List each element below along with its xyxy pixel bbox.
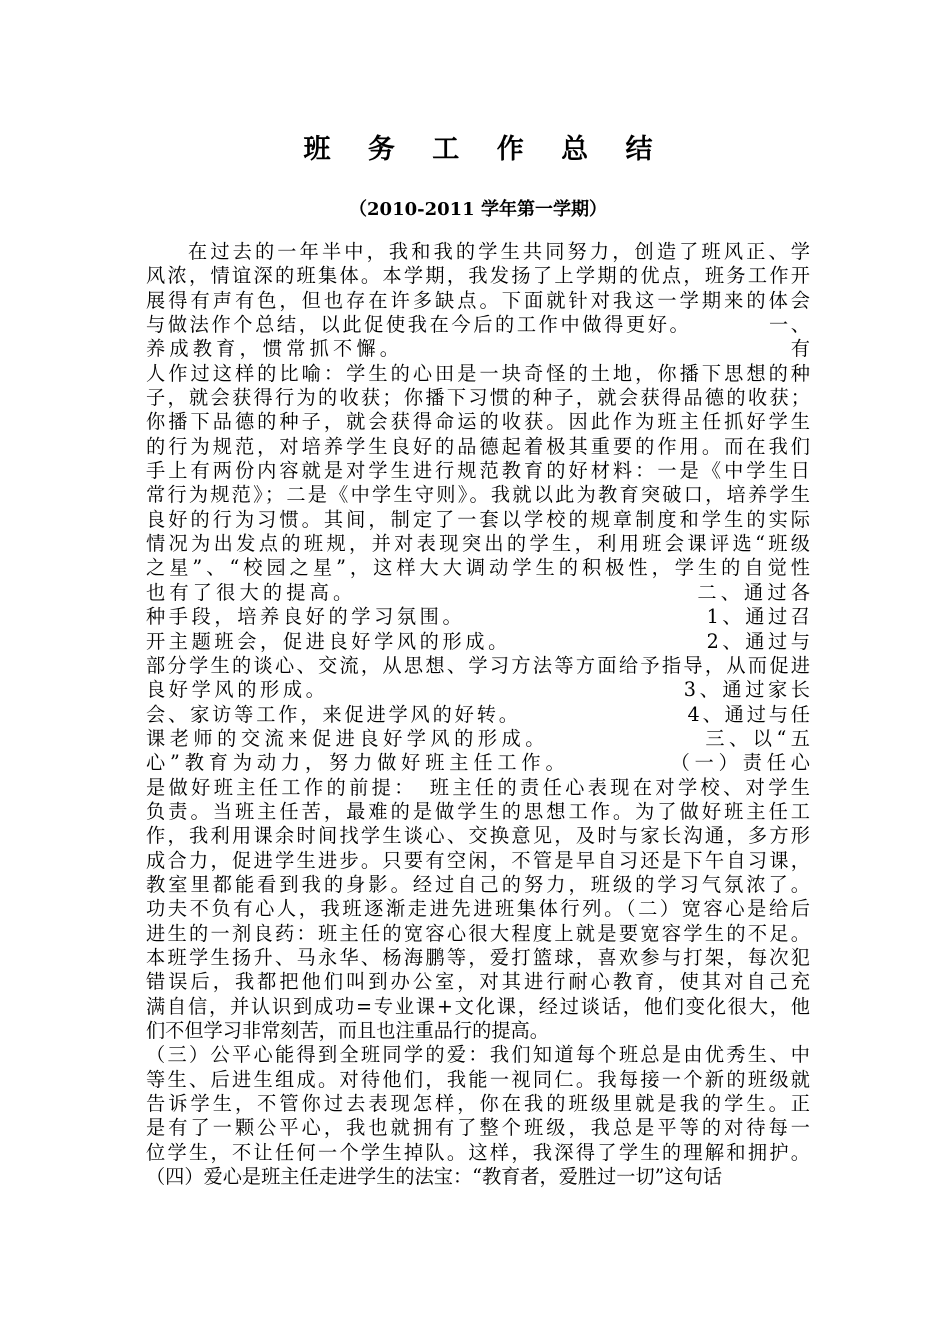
body-line: 会、家访等工作，来促进学风的好转。 4、通过与任 (146, 702, 810, 726)
body-line: 与做法作个总结，以此促使我在今后的工作中做得更好。 一、 (146, 313, 810, 337)
body-line: 心”教育为动力，努力做好班主任工作。 （一）责任心 (146, 751, 810, 775)
body-line: 情况为出发点的班规，并对表现突出的学生，利用班会课评选“班级 (146, 532, 810, 556)
body-line: 作，我利用课余时间找学生谈心、交换意见，及时与家长沟通，多方形 (146, 824, 810, 848)
body-line: 种手段，培养良好的学习氛围。 1、通过召 (146, 605, 810, 629)
body-line: 负责。当班主任苦，最难的是做学生的思想工作。为了做好班主任工 (146, 799, 810, 823)
document-subtitle: （2010-2011 学年第一学期） (349, 199, 607, 220)
body-line: 常行为规范》；二是《中学生守则》。我就以此为教育突破口，培养学生 (146, 483, 810, 507)
body-line: 是有了一颗公平心，我也就拥有了整个班级，我总是平等的对待每一 (146, 1116, 810, 1140)
body-line: （三）公平心能得到全班同学的爱：我们知道每个班总是由优秀生、中 (146, 1043, 810, 1067)
body-line: 告诉学生，不管你过去表现怎样，你在我的班级里就是我的学生。正 (146, 1092, 810, 1116)
body-line: 进生的一剂良药：班主任的宽容心很大程度上就是要宽容学生的不足。 (146, 921, 810, 945)
body-line: 你播下品德的种子，就会获得命运的收获。因此作为班主任抓好学生 (146, 410, 810, 434)
body-line: 也有了很大的提高。 二、通过各 (146, 580, 810, 604)
body-line: 功夫不负有心人，我班逐渐走进先进班集体行列。（二）宽容心是给后 (146, 897, 810, 921)
body-line: 位学生，不让任何一个学生掉队。这样，我深得了学生的理解和拥护。 (146, 1140, 810, 1164)
body-line: 在过去的一年半中，我和我的学生共同努力，创造了班风正、学 (188, 240, 810, 263)
body-line: 满自信，并认识到成功=专业课+文化课，经过谈话，他们变化很大，他 (146, 994, 810, 1018)
body-line: 教室里都能看到我的身影。经过自己的努力，班级的学习气氛浓了。 (146, 872, 810, 896)
body-line: 人作过这样的比喻：学生的心田是一块奇怪的土地，你播下思想的种 (146, 361, 810, 385)
body-line: 展得有声有色，但也存在许多缺点。下面就针对我这一学期来的体会 (146, 288, 810, 312)
body-line: 之星”、“校园之星”，这样大大调动学生的积极性，学生的自觉性 (146, 556, 810, 580)
body-line: 养成教育，惯常抓不懈。 有 (146, 337, 810, 361)
body-line: 部分学生的谈心、交流，从思想、学习方法等方面给予指导，从而促进 (146, 653, 810, 677)
body-line: 子，就会获得行为的收获；你播下习惯的种子，就会获得品德的收获； (146, 386, 810, 410)
body-line: 风浓，情谊深的班集体。本学期，我发扬了上学期的优点，班务工作开 (146, 264, 810, 288)
body-line: 开主题班会，促进良好学风的形成。 2、通过与 (146, 629, 810, 653)
body-line: 课老师的交流来促进良好学风的形成。 三、以“五 (146, 726, 810, 750)
body-line: 是做好班主任工作的前提： 班主任的责任心表现在对学校、对学生 (146, 775, 810, 799)
body-line: 成合力，促进学生进步。只要有空闲，不管是早自习还是下午自习课， (146, 848, 810, 872)
body-line: 本班学生扬升、马永华、杨海鹏等，爱打篮球，喜欢参与打架，每次犯 (146, 945, 810, 969)
body-line: 良好的行为习惯。其间，制定了一套以学校的规章制度和学生的实际 (146, 507, 810, 531)
body-line: 错误后，我都把他们叫到办公室，对其进行耐心教育，使其对自己充 (146, 970, 810, 994)
body-line: 等生、后进生组成。对待他们，我能一视同仁。我每接一个新的班级就 (146, 1067, 810, 1091)
body-line: 良好学风的形成。 3、通过家长 (146, 678, 810, 702)
body-line: 的行为规范，对培养学生良好的品德起着极其重要的作用。而在我们 (146, 434, 810, 458)
body-line: （四）爱心是班主任走进学生的法宝：“教育者，爱胜过一切”这句话 (146, 1165, 723, 1189)
body-line: 手上有两份内容就是对学生进行规范教育的好材料：一是《中学生日 (146, 459, 810, 483)
document-body (146, 240, 810, 1189)
body-line: 们不但学习非常刻苦，而且也注重品行的提高。 (146, 1019, 549, 1042)
document-title: 班 务 工 作 总 结 (303, 134, 667, 165)
